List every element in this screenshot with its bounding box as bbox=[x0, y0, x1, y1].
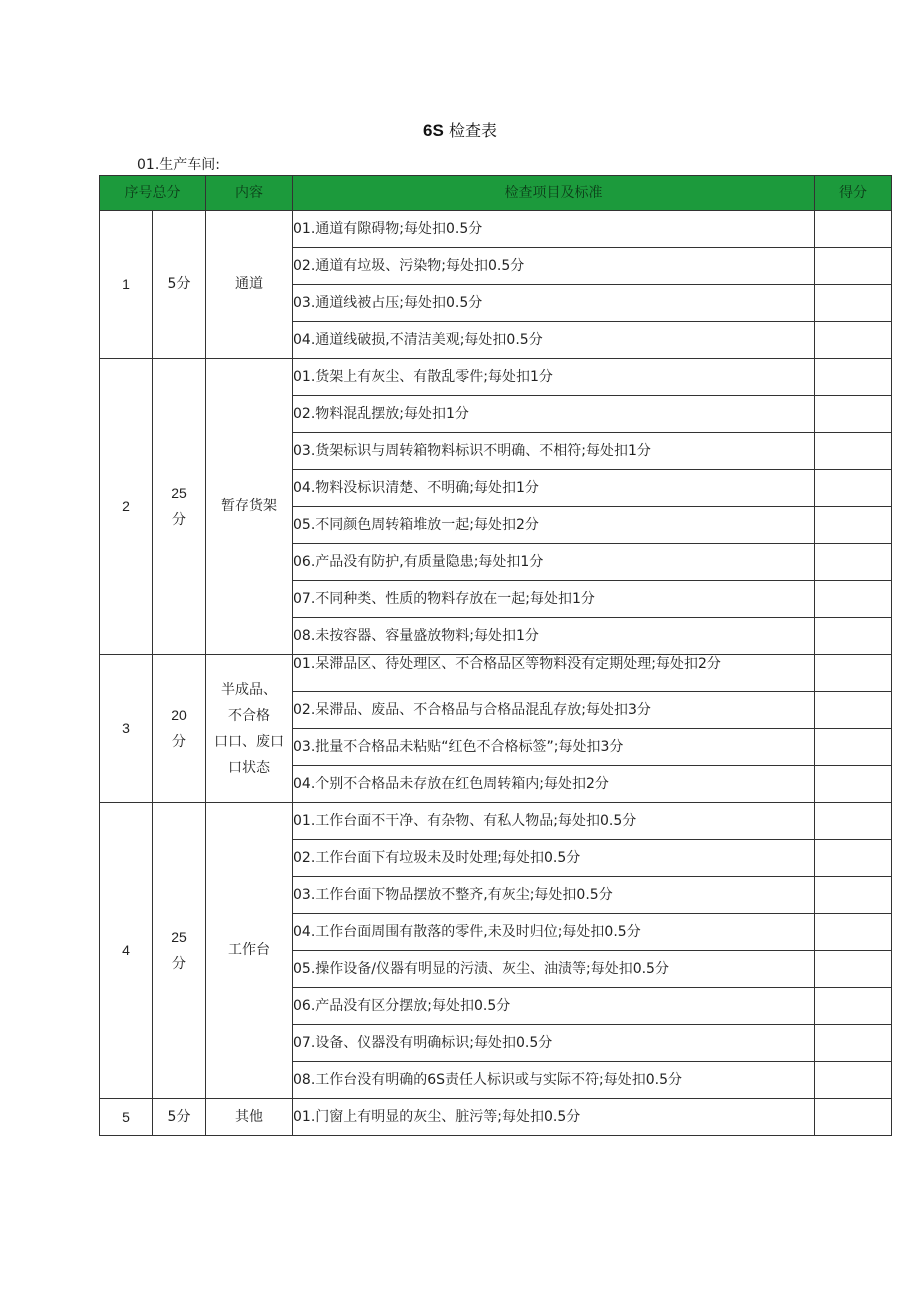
total-unit: 分 bbox=[171, 956, 186, 972]
content-cell bbox=[206, 655, 293, 803]
criteria-cell: 04.工作台面周围有散落的零件,未及时归位;每处扣0.5分 bbox=[293, 914, 815, 951]
score-input-cell[interactable] bbox=[815, 1062, 892, 1099]
total-cell bbox=[153, 803, 206, 1099]
total-number: 25 bbox=[171, 485, 187, 501]
criteria-cell: 04.通道线破损,不清洁美观;每处扣0.5分 bbox=[293, 322, 815, 359]
inspection-table bbox=[99, 175, 892, 1136]
score-input-cell[interactable] bbox=[815, 359, 892, 396]
score-input-cell[interactable] bbox=[815, 729, 892, 766]
score-input-cell[interactable] bbox=[815, 877, 892, 914]
header-seq: 序号 bbox=[124, 184, 153, 201]
criteria-cell: 05.操作设备/仪器有明显的污渍、灰尘、油渍等;每处扣0.5分 bbox=[293, 951, 815, 988]
table-row bbox=[100, 211, 892, 248]
score-input-cell[interactable] bbox=[815, 618, 892, 655]
seq-cell: 1 bbox=[100, 211, 153, 359]
score-input-cell[interactable] bbox=[815, 803, 892, 840]
score-input-cell[interactable] bbox=[815, 470, 892, 507]
score-input-cell[interactable] bbox=[815, 396, 892, 433]
criteria-cell: 04.物料没标识清楚、不明确;每处扣1分 bbox=[293, 470, 815, 507]
table-row bbox=[100, 655, 892, 692]
total-cell: 5分 bbox=[153, 1099, 206, 1136]
criteria-cell: 07.不同种类、性质的物料存放在一起;每处扣1分 bbox=[293, 581, 815, 618]
score-input-cell[interactable] bbox=[815, 988, 892, 1025]
seq-cell: 5 bbox=[100, 1099, 153, 1136]
content-line: 半成品、 bbox=[221, 681, 277, 698]
total-cell: 5分 bbox=[153, 211, 206, 359]
score-input-cell[interactable] bbox=[815, 655, 892, 692]
total-unit: 分 bbox=[171, 512, 186, 528]
score-input-cell[interactable] bbox=[815, 581, 892, 618]
criteria-cell: 01.呆滞品区、待处理区、不合格品区等物料没有定期处理;每处扣2分 bbox=[293, 655, 815, 692]
score-input-cell[interactable] bbox=[815, 433, 892, 470]
header-criteria: 检查项目及标准 bbox=[293, 176, 815, 211]
criteria-cell: 06.产品没有防护,有质量隐患;每处扣1分 bbox=[293, 544, 815, 581]
criteria-cell: 01.门窗上有明显的灰尘、脏污等;每处扣0.5分 bbox=[293, 1099, 815, 1136]
table-row bbox=[100, 359, 892, 396]
header-content: 内容 bbox=[206, 176, 293, 211]
criteria-cell: 01.通道有隙碍物;每处扣0.5分 bbox=[293, 211, 815, 248]
total-number: 25 bbox=[171, 929, 187, 945]
total-cell bbox=[153, 655, 206, 803]
score-input-cell[interactable] bbox=[815, 692, 892, 729]
criteria-cell: 01.货架上有灰尘、有散乱零件;每处扣1分 bbox=[293, 359, 815, 396]
score-input-cell[interactable] bbox=[815, 914, 892, 951]
table-row bbox=[100, 1099, 892, 1136]
header-seq-total bbox=[100, 176, 206, 211]
header-row bbox=[100, 176, 892, 211]
score-input-cell[interactable] bbox=[815, 544, 892, 581]
total-cell bbox=[153, 359, 206, 655]
score-input-cell[interactable] bbox=[815, 248, 892, 285]
document-title bbox=[0, 118, 920, 141]
criteria-cell: 03.通道线被占压;每处扣0.5分 bbox=[293, 285, 815, 322]
score-input-cell[interactable] bbox=[815, 1025, 892, 1062]
score-input-cell[interactable] bbox=[815, 211, 892, 248]
criteria-cell: 05.不同颜色周转箱堆放一起;每处扣2分 bbox=[293, 507, 815, 544]
score-input-cell[interactable] bbox=[815, 766, 892, 803]
section-label: 01.生产车间: bbox=[137, 157, 220, 173]
criteria-cell: 07.设备、仪器没有明确标识;每处扣0.5分 bbox=[293, 1025, 815, 1062]
total-number: 20 bbox=[171, 707, 187, 723]
title-code: 6S bbox=[423, 121, 444, 140]
content-line: 口口、废口 bbox=[214, 733, 284, 750]
score-input-cell[interactable] bbox=[815, 1099, 892, 1136]
seq-cell: 3 bbox=[100, 655, 153, 803]
content-cell: 通道 bbox=[206, 211, 293, 359]
criteria-cell: 04.个别不合格品未存放在红色周转箱内;每处扣2分 bbox=[293, 766, 815, 803]
content-line: 不合格 bbox=[228, 707, 270, 724]
criteria-cell: 02.物料混乱摆放;每处扣1分 bbox=[293, 396, 815, 433]
content-line: 口状态 bbox=[228, 759, 270, 776]
criteria-cell: 02.通道有垃圾、污染物;每处扣0.5分 bbox=[293, 248, 815, 285]
score-input-cell[interactable] bbox=[815, 951, 892, 988]
header-total: 总分 bbox=[152, 184, 181, 201]
criteria-cell: 06.产品没有区分摆放;每处扣0.5分 bbox=[293, 988, 815, 1025]
total-unit: 分 bbox=[171, 734, 186, 750]
score-input-cell[interactable] bbox=[815, 507, 892, 544]
criteria-cell: 08.未按容器、容量盛放物料;每处扣1分 bbox=[293, 618, 815, 655]
score-input-cell[interactable] bbox=[815, 840, 892, 877]
seq-cell: 2 bbox=[100, 359, 153, 655]
criteria-cell: 03.批量不合格品未粘贴“红色不合格标签”;每处扣3分 bbox=[293, 729, 815, 766]
content-cell: 其他 bbox=[206, 1099, 293, 1136]
criteria-cell: 02.工作台面下有垃圾未及时处理;每处扣0.5分 bbox=[293, 840, 815, 877]
criteria-cell: 02.呆滞品、废品、不合格品与合格品混乱存放;每处扣3分 bbox=[293, 692, 815, 729]
score-input-cell[interactable] bbox=[815, 285, 892, 322]
criteria-cell: 03.货架标识与周转箱物料标识不明确、不相符;每处扣1分 bbox=[293, 433, 815, 470]
title-text: 检查表 bbox=[448, 121, 497, 140]
criteria-cell: 03.工作台面下物品摆放不整齐,有灰尘;每处扣0.5分 bbox=[293, 877, 815, 914]
content-cell: 工作台 bbox=[206, 803, 293, 1099]
score-input-cell[interactable] bbox=[815, 322, 892, 359]
criteria-cell: 08.工作台没有明确的6S责任人标识或与实际不符;每处扣0.5分 bbox=[293, 1062, 815, 1099]
content-cell: 暂存货架 bbox=[206, 359, 293, 655]
seq-cell: 4 bbox=[100, 803, 153, 1099]
header-score: 得分 bbox=[815, 176, 892, 211]
table-row bbox=[100, 803, 892, 840]
criteria-cell: 01.工作台面不干净、有杂物、有私人物品;每处扣0.5分 bbox=[293, 803, 815, 840]
